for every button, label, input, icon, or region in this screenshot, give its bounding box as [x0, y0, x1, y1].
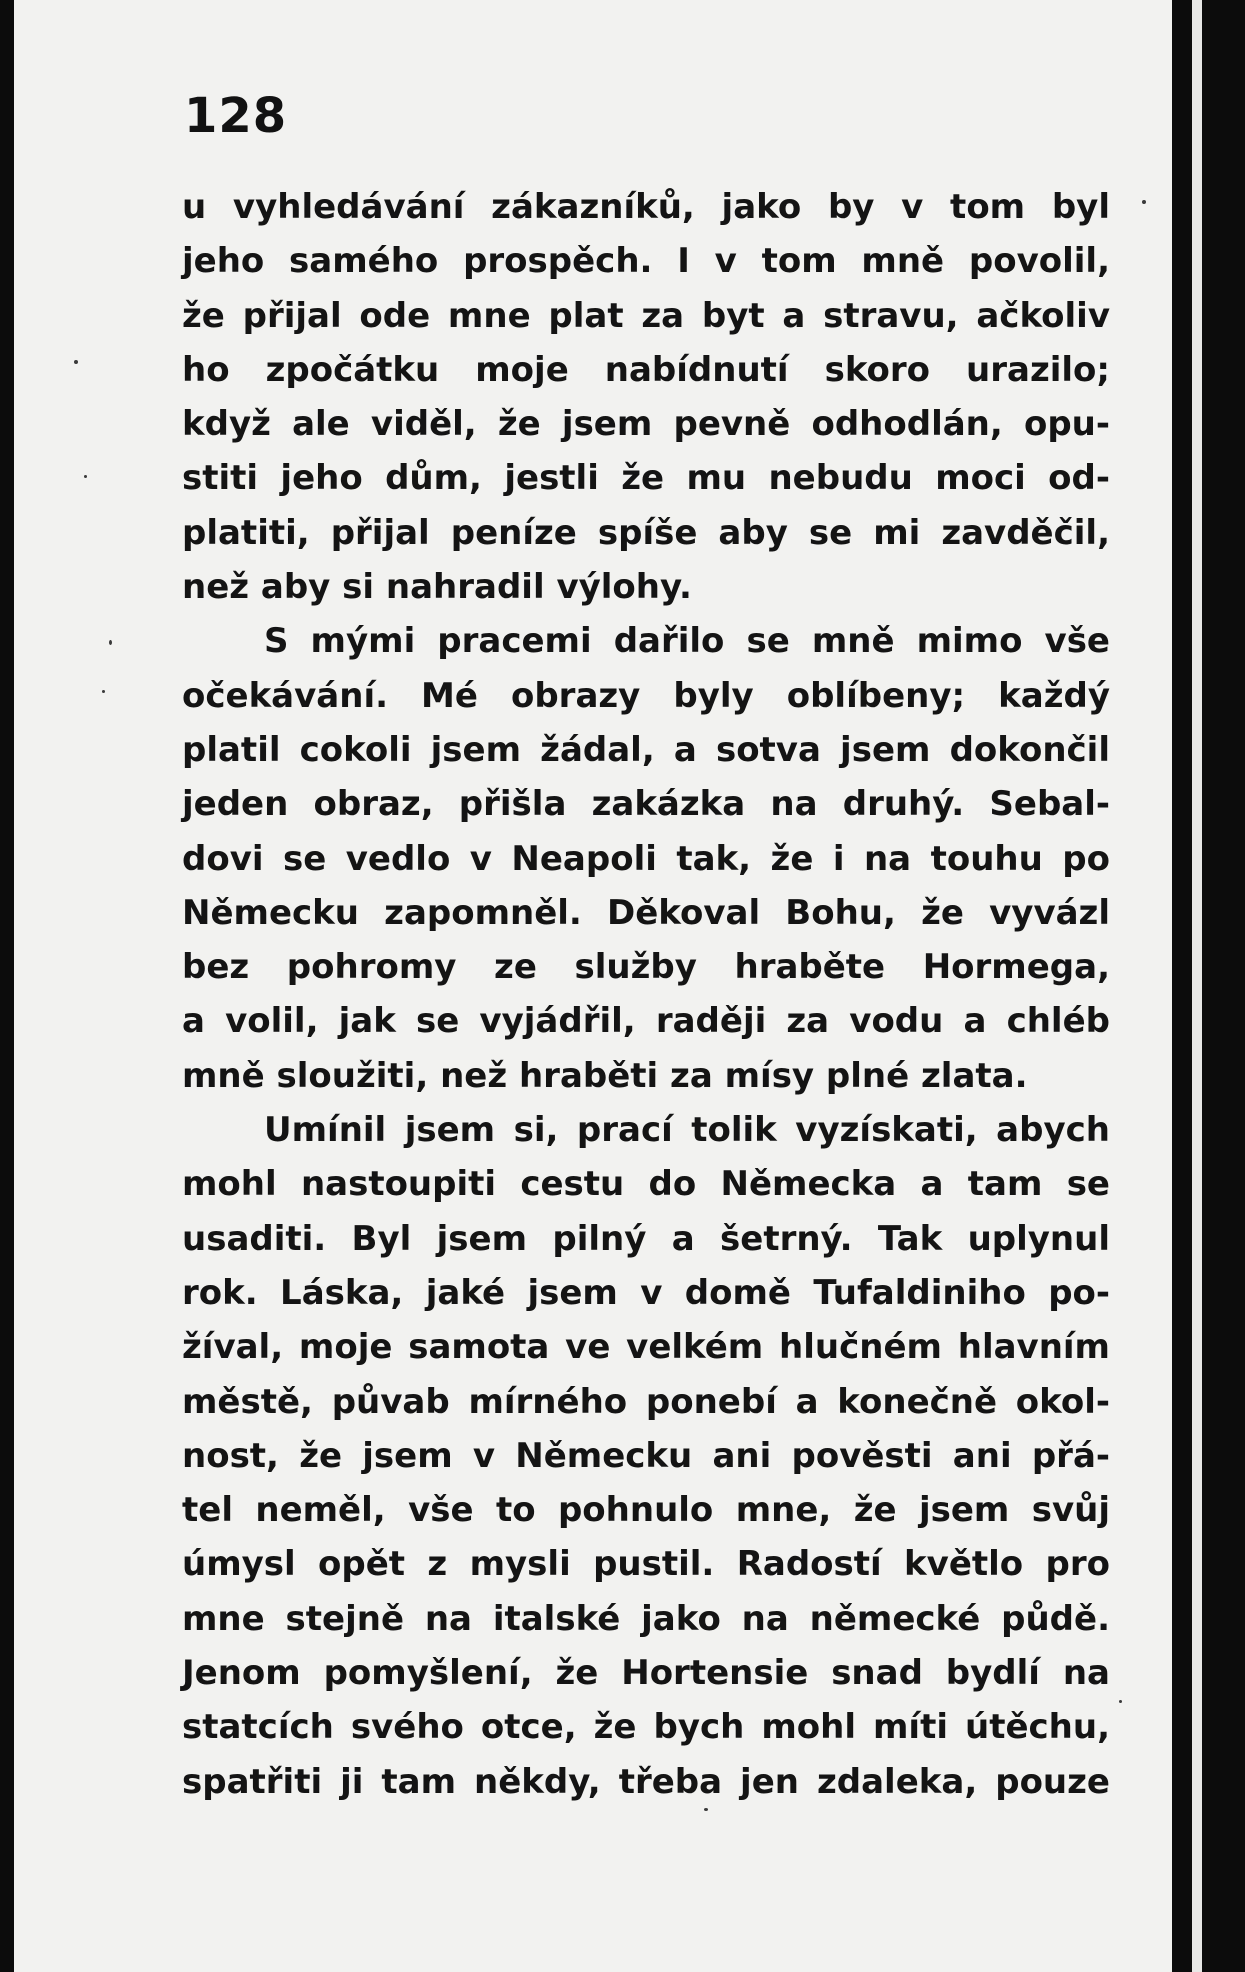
text-line: usaditi. Byl jsem pilný a šetrný. Tak uplynul: [182, 1218, 1110, 1259]
scan-speck: [84, 475, 87, 478]
text-line: rok. Láska, jaké jsem v domě Tufaldiniho po-: [182, 1272, 1110, 1313]
text-line: tel neměl, vše to pohnulo mne, že jsem svůj: [182, 1490, 1110, 1531]
text-line: nost, že jsem v Německu ani pověsti ani přá-: [182, 1435, 1110, 1476]
text-line: očekávání. Mé obrazy byly oblíbeny; každý: [182, 675, 1110, 716]
text-line: ho zpočátku moje nabídnutí skoro urazilo;: [182, 349, 1110, 390]
text-line: jeden obraz, přišla zakázka na druhý. Sebal-: [182, 784, 1110, 825]
text-line: platiti, přijal peníze spíše aby se mi zavděčil,: [182, 512, 1110, 553]
text-line: mně sloužiti, než hraběti za mísy plné zlata.: [182, 1055, 1028, 1096]
text-line: městě, půvab mírného ponebí a konečně okol-: [182, 1381, 1110, 1422]
text-line: žíval, moje samota ve velkém hlučném hlavním: [182, 1327, 1110, 1368]
text-line: u vyhledávání zákazníků, jako by v tom byl: [182, 187, 1110, 227]
text-line: Německu zapomněl. Děkoval Bohu, že vyvázl: [182, 892, 1110, 933]
scan-speck: [109, 640, 112, 645]
text-line: dovi se vedlo v Neapoli tak, že i na touhu po: [182, 838, 1110, 879]
text-line: spatřiti ji tam někdy, třeba jen zdaleka, pouze: [182, 1761, 1110, 1802]
scan-border: [1172, 0, 1245, 1972]
scan-speck: [74, 360, 78, 364]
text-line: jeho samého prospěch. I v tom mně povolil,: [182, 241, 1110, 282]
text-line: a volil, jak se vyjádřil, raději za vodu a chléb: [182, 1001, 1110, 1042]
text-line: Umínil jsem si, prací tolik vyzískati, abych: [264, 1110, 1110, 1151]
text-line: že přijal ode mne plat za byt a stravu, ačkoliv: [182, 295, 1110, 336]
scan-speck: [1119, 1700, 1122, 1703]
body-text: [182, 180, 1110, 1809]
text-line: když ale viděl, že jsem pevně odhodlán, opu-: [182, 404, 1110, 445]
facing-page-edge: [1192, 0, 1202, 1972]
scan-speck: [102, 690, 105, 693]
scan-speck: [704, 1808, 708, 1811]
text-line: statcích svého otce, že bych mohl míti útěchu,: [182, 1707, 1110, 1748]
text-line: S mými pracemi dařilo se mně mimo vše: [264, 621, 1110, 662]
text-line: bez pohromy ze služby hraběte Hormega,: [182, 947, 1110, 988]
text-line: stiti jeho dům, jestli že mu nebudu moci od-: [182, 458, 1110, 499]
text-line: než aby si nahradil výlohy.: [182, 567, 692, 608]
text-line: úmysl opět z mysli pustil. Radostí květlo pro: [182, 1544, 1110, 1585]
page-number: 128: [184, 88, 288, 144]
text-line: mohl nastoupiti cestu do Německa a tam se: [182, 1164, 1110, 1205]
text-line: mne stejně na italské jako na německé půdě.: [182, 1598, 1110, 1639]
book-page: [14, 0, 1172, 1972]
text-line: Jenom pomyšlení, že Hortensie snad bydlí na: [182, 1653, 1110, 1694]
text-line: platil cokoli jsem žádal, a sotva jsem dokončil: [182, 729, 1110, 770]
scan-speck: [1142, 200, 1146, 204]
